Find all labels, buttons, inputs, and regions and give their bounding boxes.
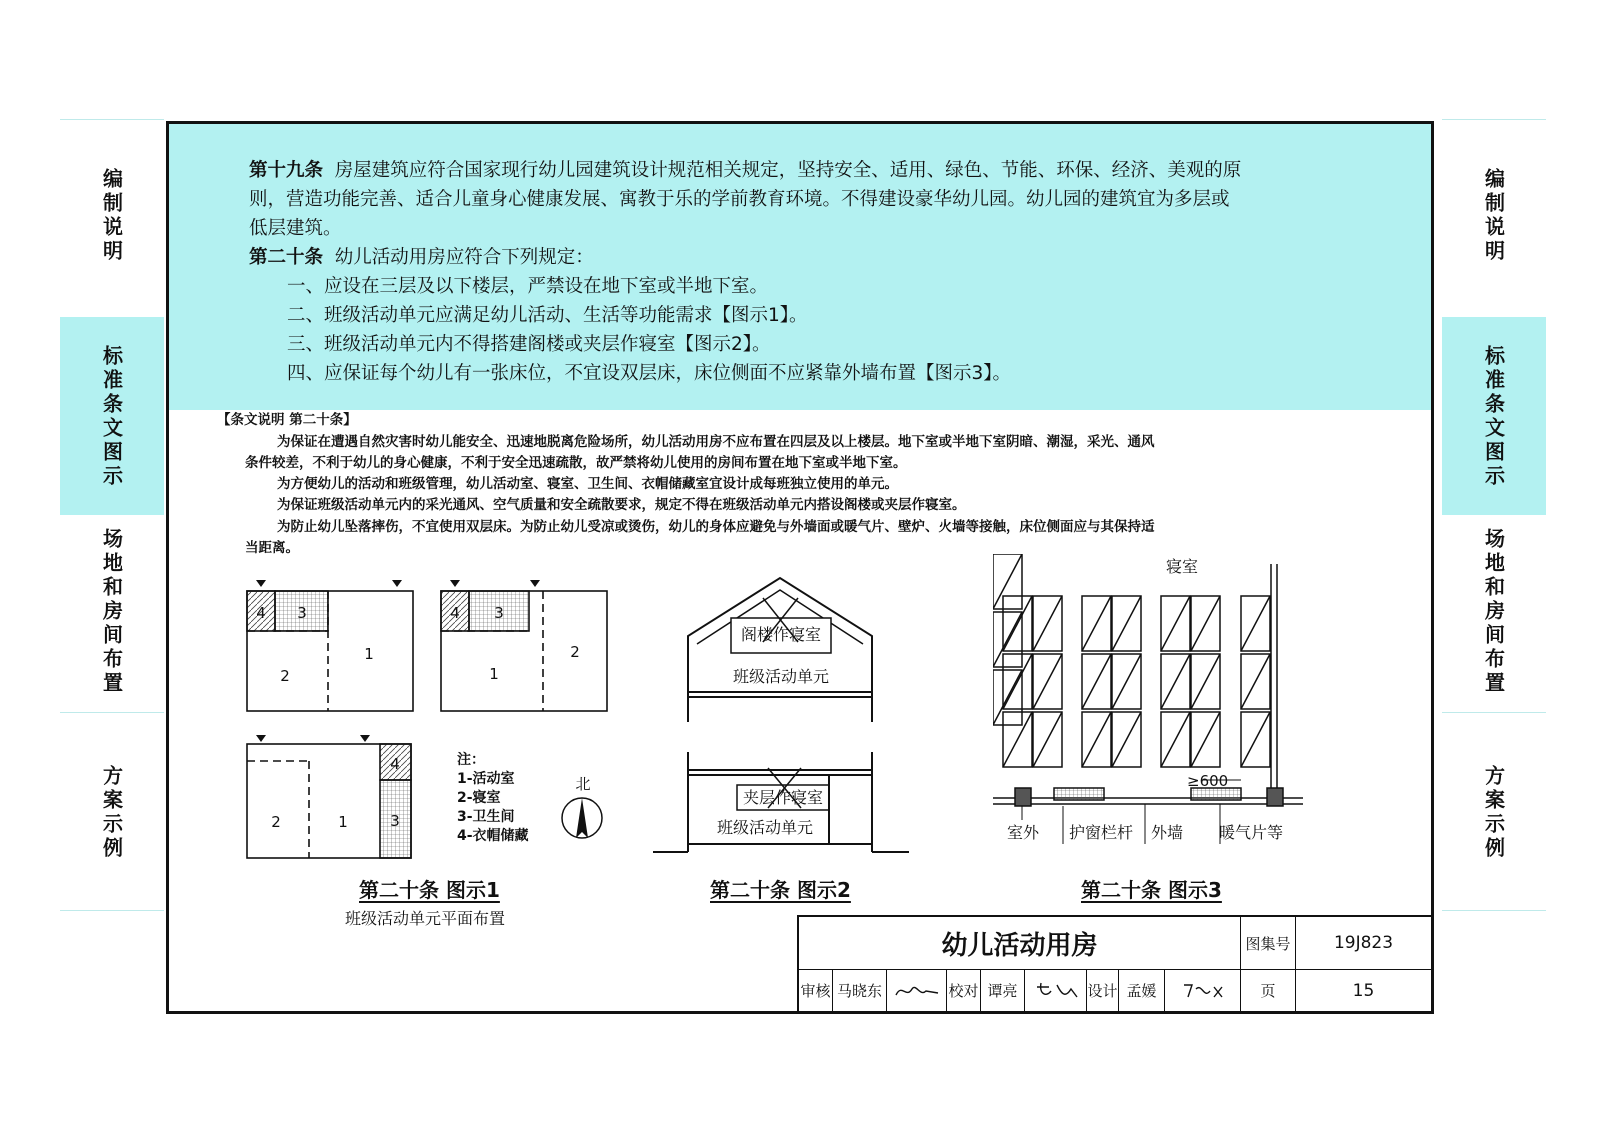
drawing-frame bbox=[166, 121, 1434, 1014]
explanation-line: 为保证在遭遇自然灾害时幼儿能安全、迅速地脱离危险场所，幼儿活动用房不应布置在四层及以上楼层。地下室或半地下室阴暗、潮湿，采光、通风 bbox=[277, 434, 1155, 450]
fig1-legend-item: 4-衣帽储藏 bbox=[457, 828, 529, 844]
fig1-a-room-1: 1 bbox=[364, 645, 374, 663]
article-20-intro: 第二十条 幼儿活动用房应符合下列规定： bbox=[249, 247, 594, 268]
atlas-label: 图集号 bbox=[1241, 917, 1296, 970]
side-tab-site-room-layout[interactable]: 场地和房间布置 bbox=[99, 528, 124, 696]
title-block bbox=[797, 915, 1431, 1011]
fig1-legend-item: 3-卫生间 bbox=[457, 809, 515, 825]
fig1-b-room-1: 1 bbox=[489, 665, 499, 683]
fig1-b-room-3: 3 bbox=[494, 604, 504, 622]
side-tab-standard-provisions-right[interactable]: 标准条文图示 bbox=[1442, 317, 1546, 515]
checker-signature bbox=[1025, 970, 1087, 1011]
fig3-label-railing: 护窗栏杆 bbox=[1069, 823, 1134, 842]
design-label: 设计 bbox=[1087, 970, 1119, 1011]
fig1-a-room-4: 4 bbox=[256, 604, 266, 622]
fig2-mezzanine-label: 夹层作寝室 bbox=[742, 788, 824, 807]
figure-2-title: 第二十条 图示2 bbox=[710, 878, 851, 902]
explanation-line: 为方便幼儿的活动和班级管理，幼儿活动室、寝室、卫生间、衣帽储藏室宜设计成每班独立使用的单元。 bbox=[277, 476, 898, 492]
figure-1-plans bbox=[239, 574, 659, 884]
designer-name: 孟媛 bbox=[1119, 970, 1165, 1011]
check-label: 校对 bbox=[947, 970, 981, 1011]
article-20-item-2: 二、班级活动单元应满足幼儿活动、生活等功能需求【图示1】。 bbox=[287, 305, 808, 326]
explanation-line: 条件较差，不利于幼儿的身心健康，不利于安全迅速疏散，故严禁将幼儿使用的房间布置在地下室或半地下室。 bbox=[245, 455, 907, 471]
article-19-line-3: 低层建筑。 bbox=[249, 218, 342, 239]
fig3-label-wall: 外墙 bbox=[1151, 823, 1184, 842]
page-number: 15 bbox=[1352, 980, 1375, 1001]
figure-3-title: 第二十条 图示3 bbox=[1081, 878, 1222, 902]
side-tab-scheme-examples[interactable]: 方案示例 bbox=[99, 765, 124, 861]
side-tab-site-room-layout-right[interactable]: 场地和房间布置 bbox=[1481, 528, 1506, 696]
fig1-legend-title: 注： bbox=[457, 752, 485, 768]
fig3-dimension: ≥600 bbox=[1187, 772, 1229, 790]
fig2-unit-label: 班级活动单元 bbox=[716, 818, 814, 837]
north-arrow-icon bbox=[562, 775, 602, 838]
fig1-legend-item: 1-活动室 bbox=[457, 771, 515, 787]
side-tab-standard-provisions[interactable]: 标准条文图示 bbox=[60, 317, 164, 515]
article-19-line-2: 则，营造功能完善、适合儿童身心健康发展、寓教于乐的学前教育环境。不得建设豪华幼儿园。幼儿园的建筑宜为多层或 bbox=[249, 189, 1230, 210]
explanation-line: 当距离。 bbox=[245, 540, 299, 556]
fig1-c-room-2: 2 bbox=[271, 813, 281, 831]
fig2-attic-label: 阁楼作寝室 bbox=[740, 625, 822, 644]
article-20-item-4: 四、应保证每个幼儿有一张床位，不宜设双层床，床位侧面不应紧靠外墙布置【图示3】。 bbox=[287, 363, 1012, 384]
fig3-label-outdoor: 室外 bbox=[1007, 823, 1040, 842]
side-tab-scheme-examples-right[interactable]: 方案示例 bbox=[1481, 765, 1506, 861]
article-19-line-1: 第十九条 房屋建筑应符合国家现行幼儿园建筑设计规范相关规定，坚持安全、适用、绿色、节能、环保、经济、美观的原 bbox=[249, 160, 1242, 181]
fig1-b-room-2: 2 bbox=[570, 643, 580, 661]
fig3-room-label: 寝室 bbox=[1165, 557, 1199, 576]
checker-name: 谭亮 bbox=[981, 970, 1025, 1011]
fig1-c-room-1: 1 bbox=[338, 813, 348, 831]
figure-1-title: 第二十条 图示1 bbox=[359, 878, 500, 902]
fig3-label-radiator: 暖气片等 bbox=[1219, 823, 1284, 842]
figure-1-subtitle: 班级活动单元平面布置 bbox=[345, 909, 506, 928]
explanation-line: 为保证班级活动单元内的采光通风、空气质量和安全疏散要求，规定不得在班级活动单元内搭设阁楼或夹层作寝室。 bbox=[277, 497, 966, 513]
article-20-item-3: 三、班级活动单元内不得搭建阁楼或夹层作寝室【图示2】。 bbox=[287, 334, 771, 355]
fig1-c-room-3: 3 bbox=[390, 812, 400, 830]
side-tab-compile-notes-right[interactable]: 编制说明 bbox=[1481, 168, 1506, 264]
svg-text:北: 北 bbox=[575, 775, 591, 793]
drawing-title: 幼儿活动用房 bbox=[799, 917, 1241, 970]
figure-3-bed-layout bbox=[993, 554, 1323, 864]
fig1-a-room-3: 3 bbox=[297, 604, 307, 622]
side-tab-compile-notes[interactable]: 编制说明 bbox=[99, 168, 124, 264]
figure-2-section bbox=[653, 572, 923, 862]
review-label: 审核 bbox=[799, 970, 833, 1011]
fig1-legend-item: 2-寝室 bbox=[457, 790, 501, 806]
provision-panel bbox=[169, 124, 1431, 410]
fig1-a-room-2: 2 bbox=[280, 667, 290, 685]
designer-signature bbox=[1165, 970, 1241, 1011]
fig2-unit-label: 班级活动单元 bbox=[732, 667, 830, 686]
fig1-b-room-4: 4 bbox=[450, 604, 460, 622]
fig1-c-room-4: 4 bbox=[390, 755, 400, 773]
article-20-item-1: 一、应设在三层及以下楼层，严禁设在地下室或半地下室。 bbox=[287, 276, 769, 297]
page-label: 页 bbox=[1241, 970, 1296, 1011]
reviewer-name: 马晓东 bbox=[833, 970, 887, 1011]
explanation-line: 为防止幼儿坠落摔伤，不宜使用双层床。为防止幼儿受凉或烫伤，幼儿的身体应避免与外墙面或暖气片、壁炉、火墙等接触，床位侧面应与其保持适 bbox=[277, 519, 1155, 535]
atlas-number: 19J823 bbox=[1296, 917, 1431, 970]
reviewer-signature bbox=[887, 970, 947, 1011]
explanation-heading: 【条文说明 第二十条】 bbox=[217, 412, 357, 428]
